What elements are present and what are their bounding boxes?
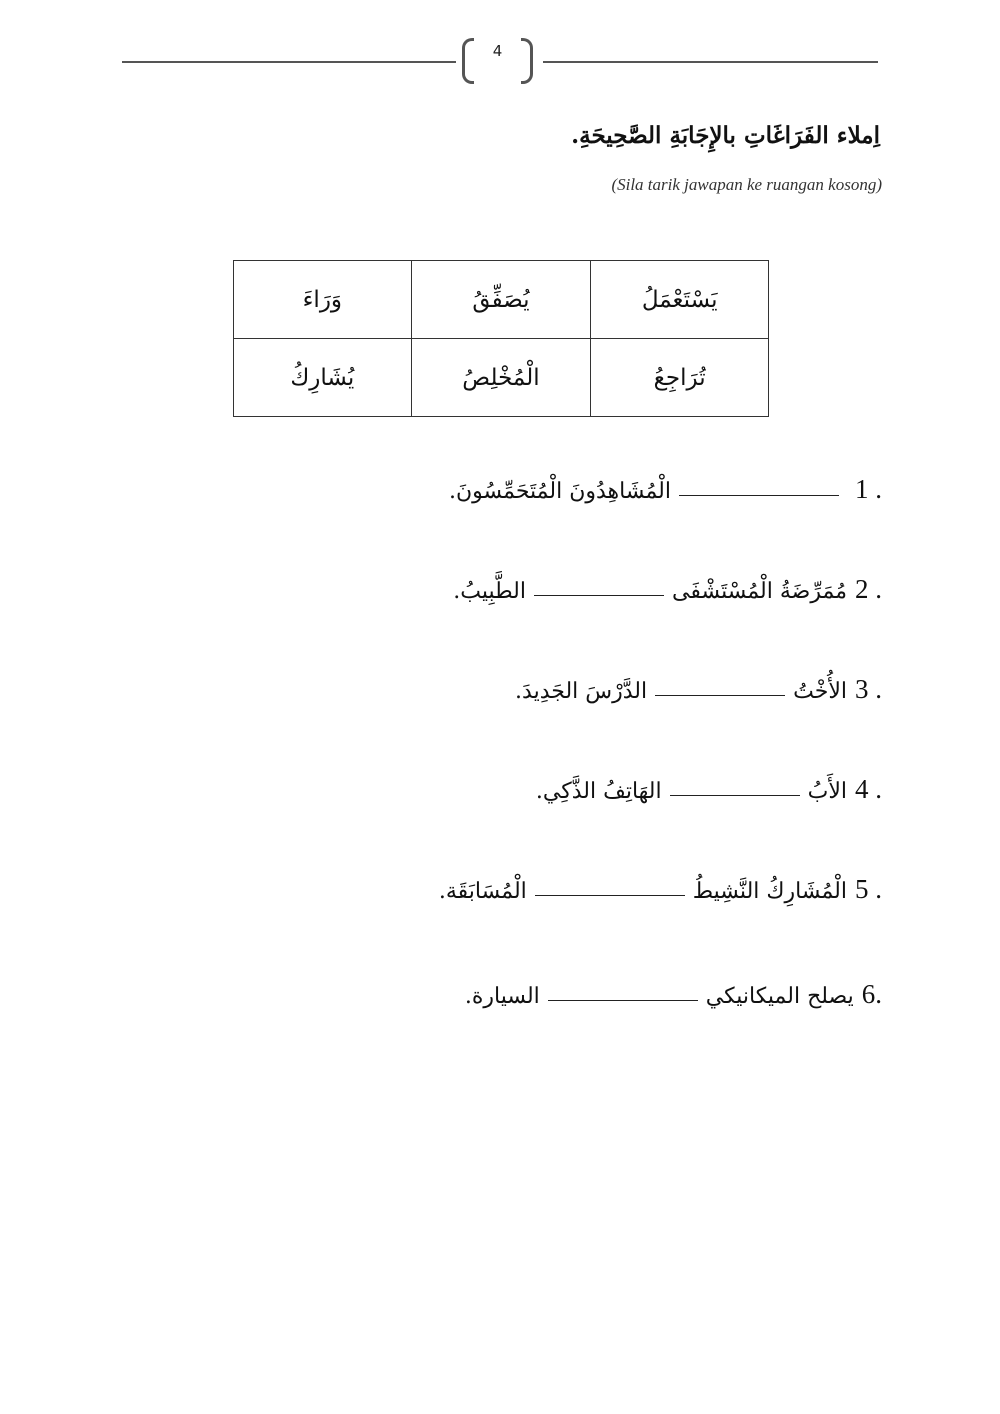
question-text-after: الدَّرْسَ الجَدِيدَ. [515, 679, 648, 704]
question-number: 2 . [855, 574, 882, 604]
page-number-bracket-left [462, 38, 474, 84]
answer-blank-3[interactable] [655, 694, 785, 696]
word-bank-item[interactable]: يُشَارِكُ [234, 339, 412, 417]
answer-blank-2[interactable] [534, 594, 664, 596]
question-1 [449, 474, 882, 505]
question-4 [536, 774, 882, 805]
question-text-after: الهَاتِفُ الذَّكِي. [535, 779, 662, 804]
question-number: 5 . [855, 874, 882, 904]
answer-blank-5[interactable] [535, 894, 685, 896]
word-bank-item[interactable]: يُصَفِّقُ [411, 261, 591, 339]
instruction-arabic: اِملاء الفَرَاغَاتِ بالإِجَابَةِ الصَّحِيحَةِ. [571, 122, 880, 149]
word-bank-item[interactable]: تُرَاجِعُ [591, 339, 769, 417]
question-number: 4 . [855, 774, 882, 804]
question-3 [515, 674, 882, 705]
answer-blank-1[interactable] [679, 494, 839, 496]
question-text-before: مُمَرِّضَةُ الْمُسْتَشْفَى [671, 579, 847, 604]
question-text-after: الْمُشَاهِدُونَ الْمُتَحَمِّسُونَ. [448, 479, 671, 504]
question-text-after: الطَّبِيبُ. [453, 579, 526, 604]
page-number: 4 [492, 42, 503, 60]
question-number: 1 . [855, 474, 882, 504]
word-bank-item[interactable]: يَسْتَعْمَلُ [591, 261, 769, 339]
question-text-before: يصلح الميكانيكي [705, 984, 854, 1009]
header-rule-right [543, 61, 878, 63]
question-text-after: السيارة. [464, 984, 540, 1009]
question-number: 3 . [855, 674, 882, 704]
question-number: 6. [861, 979, 882, 1009]
answer-blank-4[interactable] [670, 794, 800, 796]
header-rule-left [122, 61, 456, 63]
answer-blank-6[interactable] [548, 999, 698, 1001]
question-5 [439, 874, 882, 905]
question-6 [465, 979, 882, 1010]
question-text-before: الأَبُ [807, 779, 847, 804]
word-bank-item[interactable]: وَرَاءَ [234, 261, 412, 339]
question-text-before: الأُخْتُ [793, 679, 847, 704]
question-text-after: الْمُسَابَقَة. [438, 879, 527, 904]
word-bank-row [234, 339, 769, 417]
question-2 [453, 574, 882, 605]
page-number-bracket-right [521, 38, 533, 84]
word-bank-row [234, 261, 769, 339]
question-text-before: الْمُشَارِكُ النَّشِيطُ [692, 879, 847, 904]
word-bank-table [233, 260, 769, 417]
word-bank-item[interactable]: الْمُخْلِصُ [411, 339, 591, 417]
instruction-malay: (Sila tarik jawapan ke ruangan kosong) [611, 175, 882, 194]
